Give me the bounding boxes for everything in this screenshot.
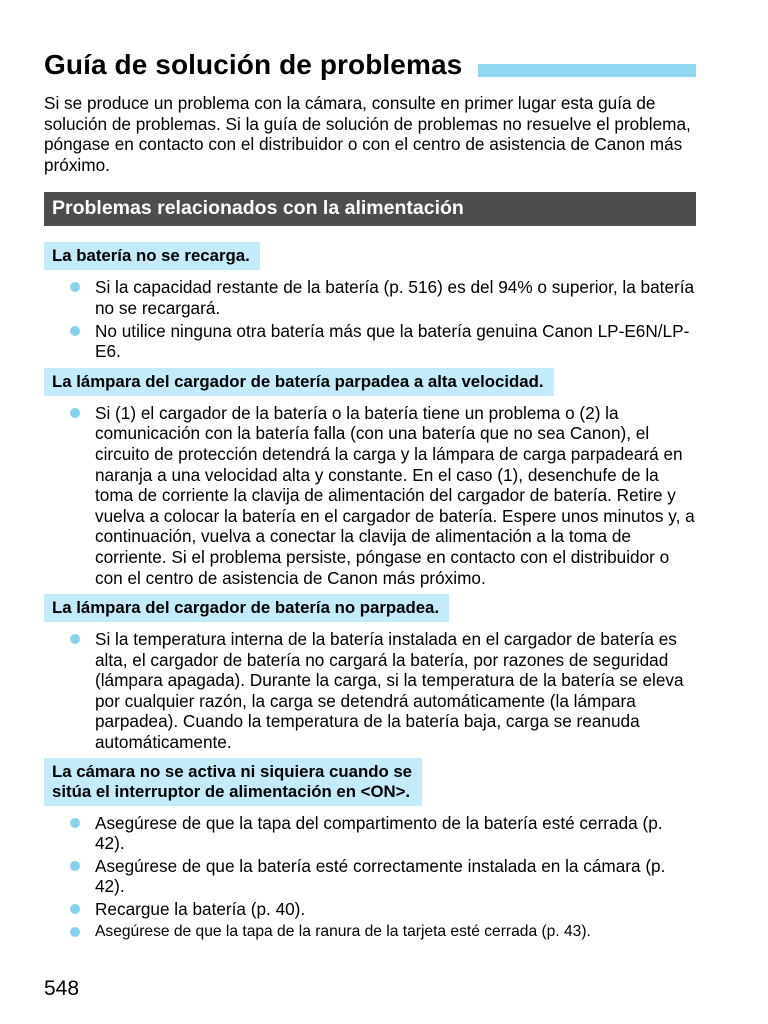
problem-heading-charger-no-blink: La lámpara del cargador de batería no parpadea. — [44, 594, 449, 622]
page-number: 548 — [44, 977, 80, 1000]
intro-paragraph: Si se produce un problema con la cámara, consulte en primer lugar esta guía de solución de problemas. Si la guía de solución de problemas no resuelve el problema, póngase en contacto con el distribuidor o con el centro de asistencia de Canon más próximo. — [44, 93, 691, 175]
bullet-icon — [70, 927, 80, 937]
solution-item — [44, 403, 696, 588]
manual-page — [44, 44, 696, 944]
problem-heading-camera-not-activating — [44, 758, 422, 806]
solution-list-charger-no-blink — [44, 629, 696, 753]
bullet-icon — [70, 408, 80, 418]
bullet-icon — [70, 904, 80, 914]
problem-heading-charger-blinks-fast: La lámpara del cargador de batería parpadea a alta velocidad. — [44, 368, 554, 396]
bullet-icon — [70, 282, 80, 292]
problem-heading-line-1: La cámara no se activa ni siquiera cuando se — [52, 761, 413, 781]
solution-item — [44, 277, 696, 318]
solution-list-camera-not-activating — [44, 813, 696, 943]
solution-text: Asegúrese de que la tapa del compartimento de la batería esté cerrada (p. 42). — [95, 812, 663, 854]
section-header: Problemas relacionados con la alimentación — [44, 192, 696, 226]
solution-item — [44, 899, 696, 920]
solution-item — [44, 321, 696, 362]
solution-text: Asegúrese de que la batería esté correctamente instalada en la cámara (p. 42). — [95, 855, 666, 897]
solution-text: Si (1) el cargador de la batería o la batería tiene un problema o (2) la comunicación con la batería falla (con una batería que no sea Canon), el circuito de protección detendrá la carga y la lámpara de carga parpadeará en naranja a una velocidad alta y constante. En el caso (1), desenchufe de la toma de corriente la clavija de alimentación del cargador de batería. Retire y vuelva a colocar la batería en el cargador de batería. Espere unos minutos y, a continuación, vuelva a conectar la clavija de alimentación a la toma de corriente. Si el problema persiste, póngase en contacto con el distribuidor o con el centro de asistencia de Canon más próximo. — [95, 402, 695, 588]
solution-text: Recargue la batería (p. 40). — [95, 899, 306, 920]
solution-text: Asegúrese de que la tapa de la ranura de la tarjeta esté cerrada (p. 43). — [95, 922, 591, 940]
problem-heading-line-2: sitúa el interruptor de alimentación en <ON>. — [52, 781, 411, 801]
solution-item — [44, 922, 696, 943]
bullet-icon — [70, 818, 80, 828]
solution-list-charger-blinks-fast — [44, 403, 696, 588]
solution-item — [44, 629, 696, 753]
solution-list-battery-not-charging — [44, 277, 696, 361]
solution-text: Si la capacidad restante de la batería (p. 516) es del 94% o superior, la batería no se recargará. — [95, 277, 695, 318]
page-title: Guía de solución de problemas — [44, 49, 463, 80]
solution-text: Si la temperatura interna de la batería instalada en el cargador de batería es alta, el cargador de batería no cargará la batería, por razones de seguridad (lámpara apagada). Durante la carga, si la temperatura de la batería se eleva por cualquier razón, la carga se detendrá automáticamente (la lámpara parpadea). Cuando la temperatura de la batería baja, carga se reanuda automáticamente. — [95, 629, 684, 753]
problem-heading-battery-not-charging: La batería no se recarga. — [44, 242, 260, 270]
solution-item — [44, 856, 696, 897]
solution-text: No utilice ninguna otra batería más que la batería genuina Canon LP-E6N/LP-E6. — [95, 320, 690, 362]
bullet-icon — [70, 326, 80, 336]
bullet-icon — [70, 861, 80, 871]
bullet-icon — [70, 634, 80, 644]
solution-item — [44, 813, 696, 854]
title-row — [44, 44, 696, 86]
title-accent-bar — [478, 64, 696, 77]
